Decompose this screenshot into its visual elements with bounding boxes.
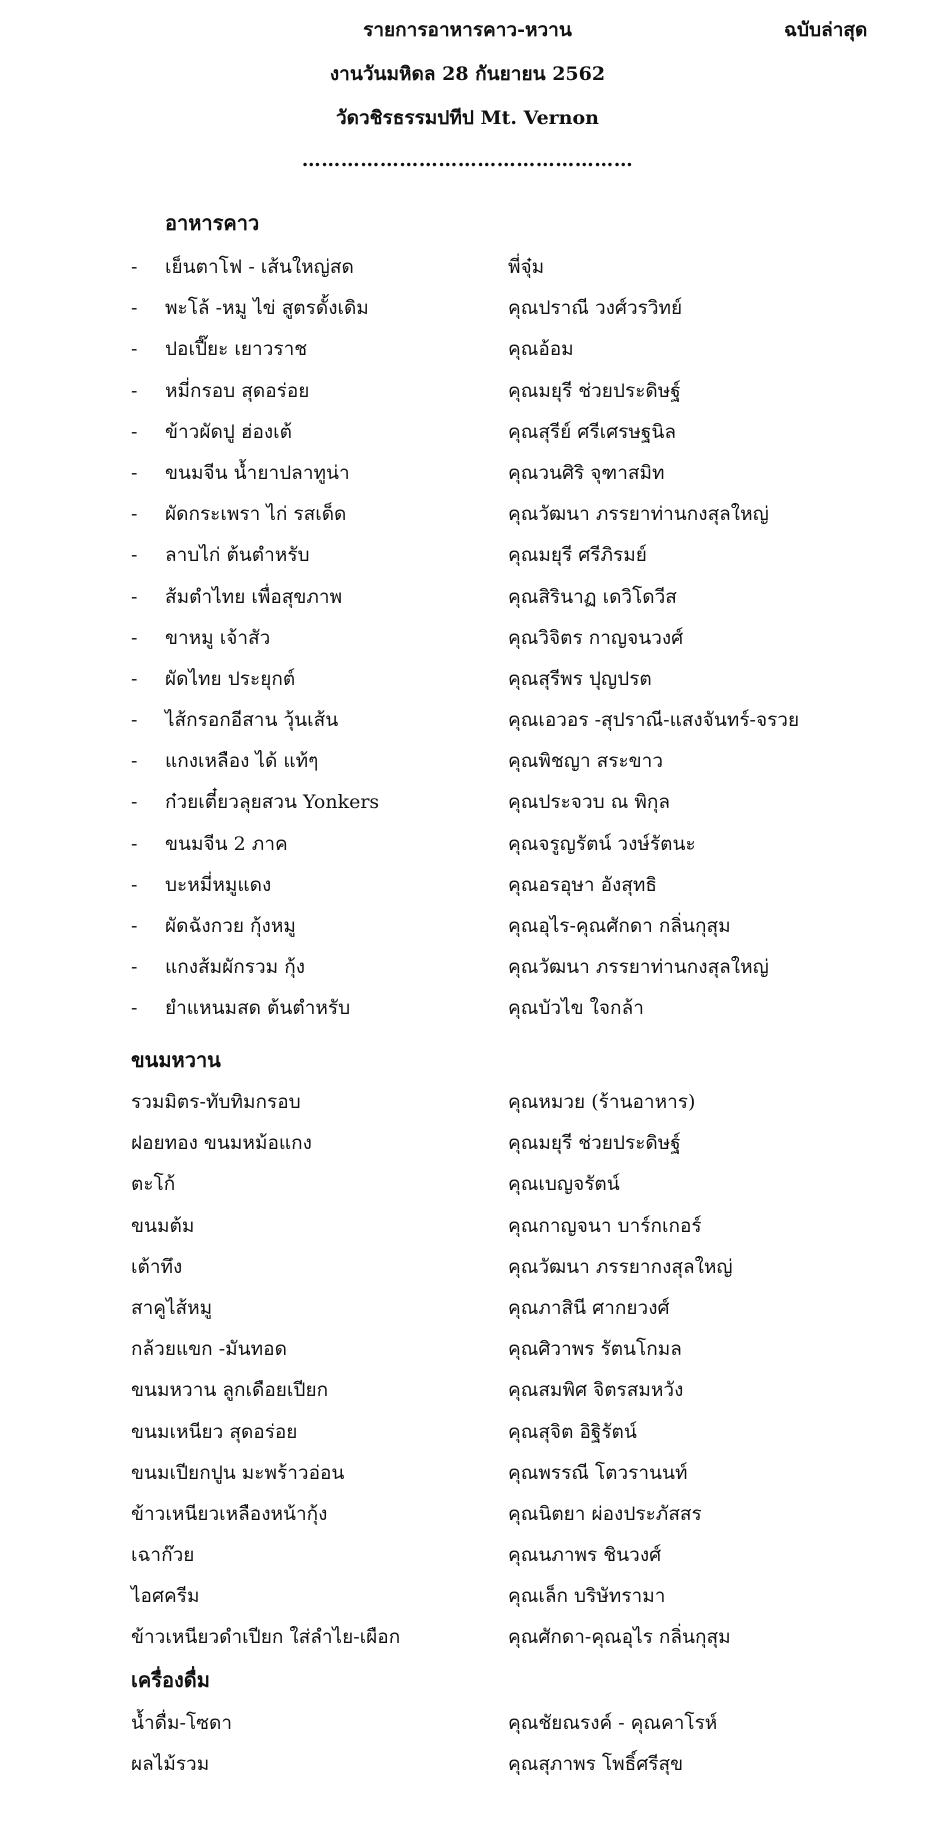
list-item (0, 1213, 935, 1254)
donor-name: คุณศิวาพร รัตนโกมล (508, 1338, 682, 1361)
list-marker: - (131, 503, 138, 526)
list-item (0, 748, 935, 789)
donor-name: คุณสุภาพร โพธิ์ศรีสุข (508, 1753, 684, 1776)
drinks-list (0, 1710, 935, 1792)
dotted-separator: …………………………………………… (301, 149, 634, 171)
list-marker: - (131, 915, 138, 937)
list-marker: - (131, 626, 138, 649)
dish-name: ขาหมู เจ้าสัว (165, 626, 271, 649)
dish-name: กล้วยแขก -มันทอด (131, 1338, 287, 1361)
edition-label: ฉบับล่าสุด (784, 19, 868, 41)
list-marker: - (131, 420, 138, 443)
dish-name: ส้มตำไทย เพื่อสุขภาพ (165, 585, 343, 608)
dish-name: ขนมต้ม (131, 1214, 195, 1237)
donor-name: คุณภาสินี ศากยวงศ์ (508, 1296, 670, 1319)
list-item (0, 336, 935, 377)
venue-line: วัดวชิรธรรมปทีป Mt. Vernon (335, 107, 599, 129)
list-item (0, 1377, 935, 1418)
donor-name: คุณนิตยา ผ่องประภัสสร (508, 1502, 702, 1525)
dish-name: พะโล้ -หมู ไข่ สูตรดั้งเดิม (165, 297, 369, 320)
dish-name: ข้าวเหนียวดำเปียก ใส่ลำไย-เผือก (131, 1626, 401, 1649)
list-item (0, 501, 935, 542)
list-item (0, 666, 935, 707)
list-marker: - (131, 832, 138, 855)
dish-name: ผัดฉังกวย กุ้งหมู (165, 915, 296, 937)
dish-name: แกงส้มผักรวม กุ้ง (165, 956, 306, 979)
donor-name: คุณจรูญรัตน์ วงษ์รัตนะ (508, 832, 696, 855)
donor-name: คุณสมพิศ จิตรสมหวัง (508, 1379, 684, 1402)
donor-name: คุณพิชญา สระขาว (508, 750, 663, 773)
list-marker: - (131, 297, 138, 320)
desserts-heading: ขนมหวาน (131, 1048, 221, 1072)
list-marker: - (131, 667, 138, 690)
savory-heading: อาหารคาว (165, 211, 260, 235)
donor-name: คุณบัวไข ใจกล้า (508, 997, 644, 1020)
dish-name: ข้าวผัดปู ฮ่องเต้ (165, 420, 293, 443)
list-item (0, 542, 935, 583)
list-item (0, 625, 935, 666)
dish-name: หมี่กรอบ สุดอร่อย (165, 379, 310, 402)
list-item (0, 1583, 935, 1624)
donor-name: คุณเอวอร -สุปราณี-แสงจันทร์-จรวย (508, 709, 800, 732)
dish-name: ขนมจีน น้ำยาปลาทูน่า (165, 461, 350, 484)
list-item (0, 1419, 935, 1460)
drinks-heading: เครื่องดื่ม (131, 1668, 210, 1692)
donor-name: คุณศักดา-คุณอุไร กลิ่นกุสุม (508, 1626, 731, 1649)
list-item (0, 1336, 935, 1377)
dish-name: ไอศครีม (131, 1585, 200, 1608)
dish-name: รวมมิตร-ทับทิมกรอบ (131, 1091, 301, 1113)
list-marker: - (131, 791, 138, 814)
dish-name: แกงเหลือง ได้ แท้ๆ (165, 750, 319, 773)
list-item (0, 1460, 935, 1501)
dish-name: ขนมเปียกปูน มะพร้าวอ่อน (131, 1461, 345, 1484)
donor-name: คุณมยุรี ช่วยประดิษฐ์ (508, 1132, 681, 1155)
dish-name: ไส้กรอกอีสาน วุ้นเส้น (165, 709, 339, 732)
dish-name: ตะโก้ (131, 1173, 176, 1196)
donor-name: คุณวัฒนา ภรรยาท่านกงสุลใหญ่ (508, 956, 769, 979)
dish-name: ขนมหวาน ลูกเดือยเปียก (131, 1379, 329, 1402)
dish-name: ก๋วยเตี๋ยวลุยสวน Yonkers (165, 791, 380, 814)
dish-name: ผัดไทย ประยุกต์ (165, 667, 296, 690)
list-item (0, 831, 935, 872)
list-marker: - (131, 997, 138, 1020)
dish-name: บะหมี่หมูแดง (165, 873, 272, 896)
list-marker: - (131, 873, 138, 896)
dish-name: ขนมจีน 2 ภาค (165, 832, 288, 855)
list-item (0, 584, 935, 625)
dish-name: เฉาก๊วย (131, 1544, 195, 1567)
list-item (0, 995, 935, 1036)
donor-name: คุณพรรณี โตวรานนท์ (508, 1461, 688, 1484)
donor-name: คุณประจวบ ณ พิกุล (508, 791, 671, 814)
donor-name: คุณสุจิต อิฐิรัตน์ (508, 1420, 637, 1443)
donor-name: คุณวัฒนา ภรรยาท่านกงสุลใหญ่ (508, 503, 769, 526)
donor-name: คุณสุรีย์ ศรีเศรษฐนิล (508, 420, 676, 443)
list-marker: - (131, 544, 138, 567)
dish-name: ลาบไก่ ต้นตำหรับ (165, 544, 310, 567)
document-title: รายการอาหารคาว-หวาน (363, 19, 572, 41)
list-marker: - (131, 256, 138, 278)
donor-name: คุณวนศิริ จุฑาสมิท (508, 461, 665, 484)
donor-name: คุณเล็ก บริษัทรามา (508, 1585, 666, 1608)
donor-name: คุณชัยณรงค์ - คุณคาโรห์ (508, 1712, 718, 1734)
dish-name: ยำแหนมสด ต้นตำหรับ (165, 997, 351, 1020)
savory-list (0, 254, 935, 1037)
donor-name: คุณวิจิตร กาญจนวงศ์ (508, 626, 684, 649)
list-item (0, 872, 935, 913)
list-marker: - (131, 709, 138, 732)
list-item (0, 1295, 935, 1336)
list-item (0, 1501, 935, 1542)
donor-name: คุณอ้อม (508, 338, 574, 361)
donor-name: พี่จุ๋ม (508, 256, 545, 278)
event-line: งานวันมหิดล 28 กันยายน 2562 (329, 63, 606, 85)
dish-name: ฝอยทอง ขนมหม้อแกง (131, 1132, 312, 1155)
list-marker: - (131, 585, 138, 608)
donor-name: คุณสุรีพร ปุญปรต (508, 667, 652, 690)
donor-name: คุณวัฒนา ภรรยากงสุลใหญ่ (508, 1255, 733, 1278)
donor-name: คุณสิรินาฏ เดวิโดวีส (508, 585, 677, 608)
list-marker: - (131, 461, 138, 484)
donor-name: คุณมยุรี ศรีภิรมย์ (508, 544, 647, 567)
list-item (0, 954, 935, 995)
list-item (0, 1171, 935, 1212)
list-item (0, 913, 935, 954)
list-item (0, 254, 935, 295)
donor-name: คุณกาญจนา บาร์กเกอร์ (508, 1214, 702, 1237)
list-marker: - (131, 379, 138, 402)
dish-name: ปอเปี๊ยะ เยาวราช (165, 338, 308, 361)
list-marker: - (131, 956, 138, 979)
list-item (0, 460, 935, 501)
list-item (0, 1254, 935, 1295)
desserts-list (0, 1089, 935, 1666)
dish-name: สาคูไส้หมู (131, 1296, 213, 1319)
list-item (0, 1130, 935, 1171)
donor-name: คุณอรอุษา อังสุทธิ (508, 873, 658, 896)
donor-name: คุณเบญจรัตน์ (508, 1173, 620, 1196)
dish-name: ข้าวเหนียวเหลืองหน้ากุ้ง (131, 1502, 328, 1525)
list-marker: - (131, 338, 138, 361)
list-item (0, 378, 935, 419)
donor-name: คุณนภาพร ชินวงศ์ (508, 1544, 662, 1567)
dish-name: เย็นตาโฟ - เส้นใหญ่สด (165, 256, 354, 278)
list-item (0, 1089, 935, 1130)
list-marker: - (131, 750, 138, 773)
donor-name: คุณหมวย (ร้านอาหาร) (508, 1091, 696, 1113)
dish-name: ขนมเหนียว สุดอร่อย (131, 1420, 298, 1443)
dish-name: น้ำดื่ม-โซดา (131, 1712, 233, 1734)
list-item (0, 789, 935, 830)
dish-name: ผลไม้รวม (131, 1753, 210, 1776)
donor-name: คุณมยุรี ช่วยประดิษฐ์ (508, 379, 681, 402)
dish-name: เต้าทึง (131, 1255, 183, 1278)
list-item (0, 707, 935, 748)
list-item (0, 295, 935, 336)
list-item (0, 1624, 935, 1665)
list-item (0, 1751, 935, 1792)
list-item (0, 419, 935, 460)
list-item (0, 1710, 935, 1751)
dish-name: ผัดกระเพรา ไก่ รสเด็ด (165, 503, 347, 526)
donor-name: คุณอุไร-คุณศักดา กลิ่นกุสุม (508, 915, 731, 937)
donor-name: คุณปราณี วงศ์วรวิทย์ (508, 297, 683, 320)
list-item (0, 1542, 935, 1583)
